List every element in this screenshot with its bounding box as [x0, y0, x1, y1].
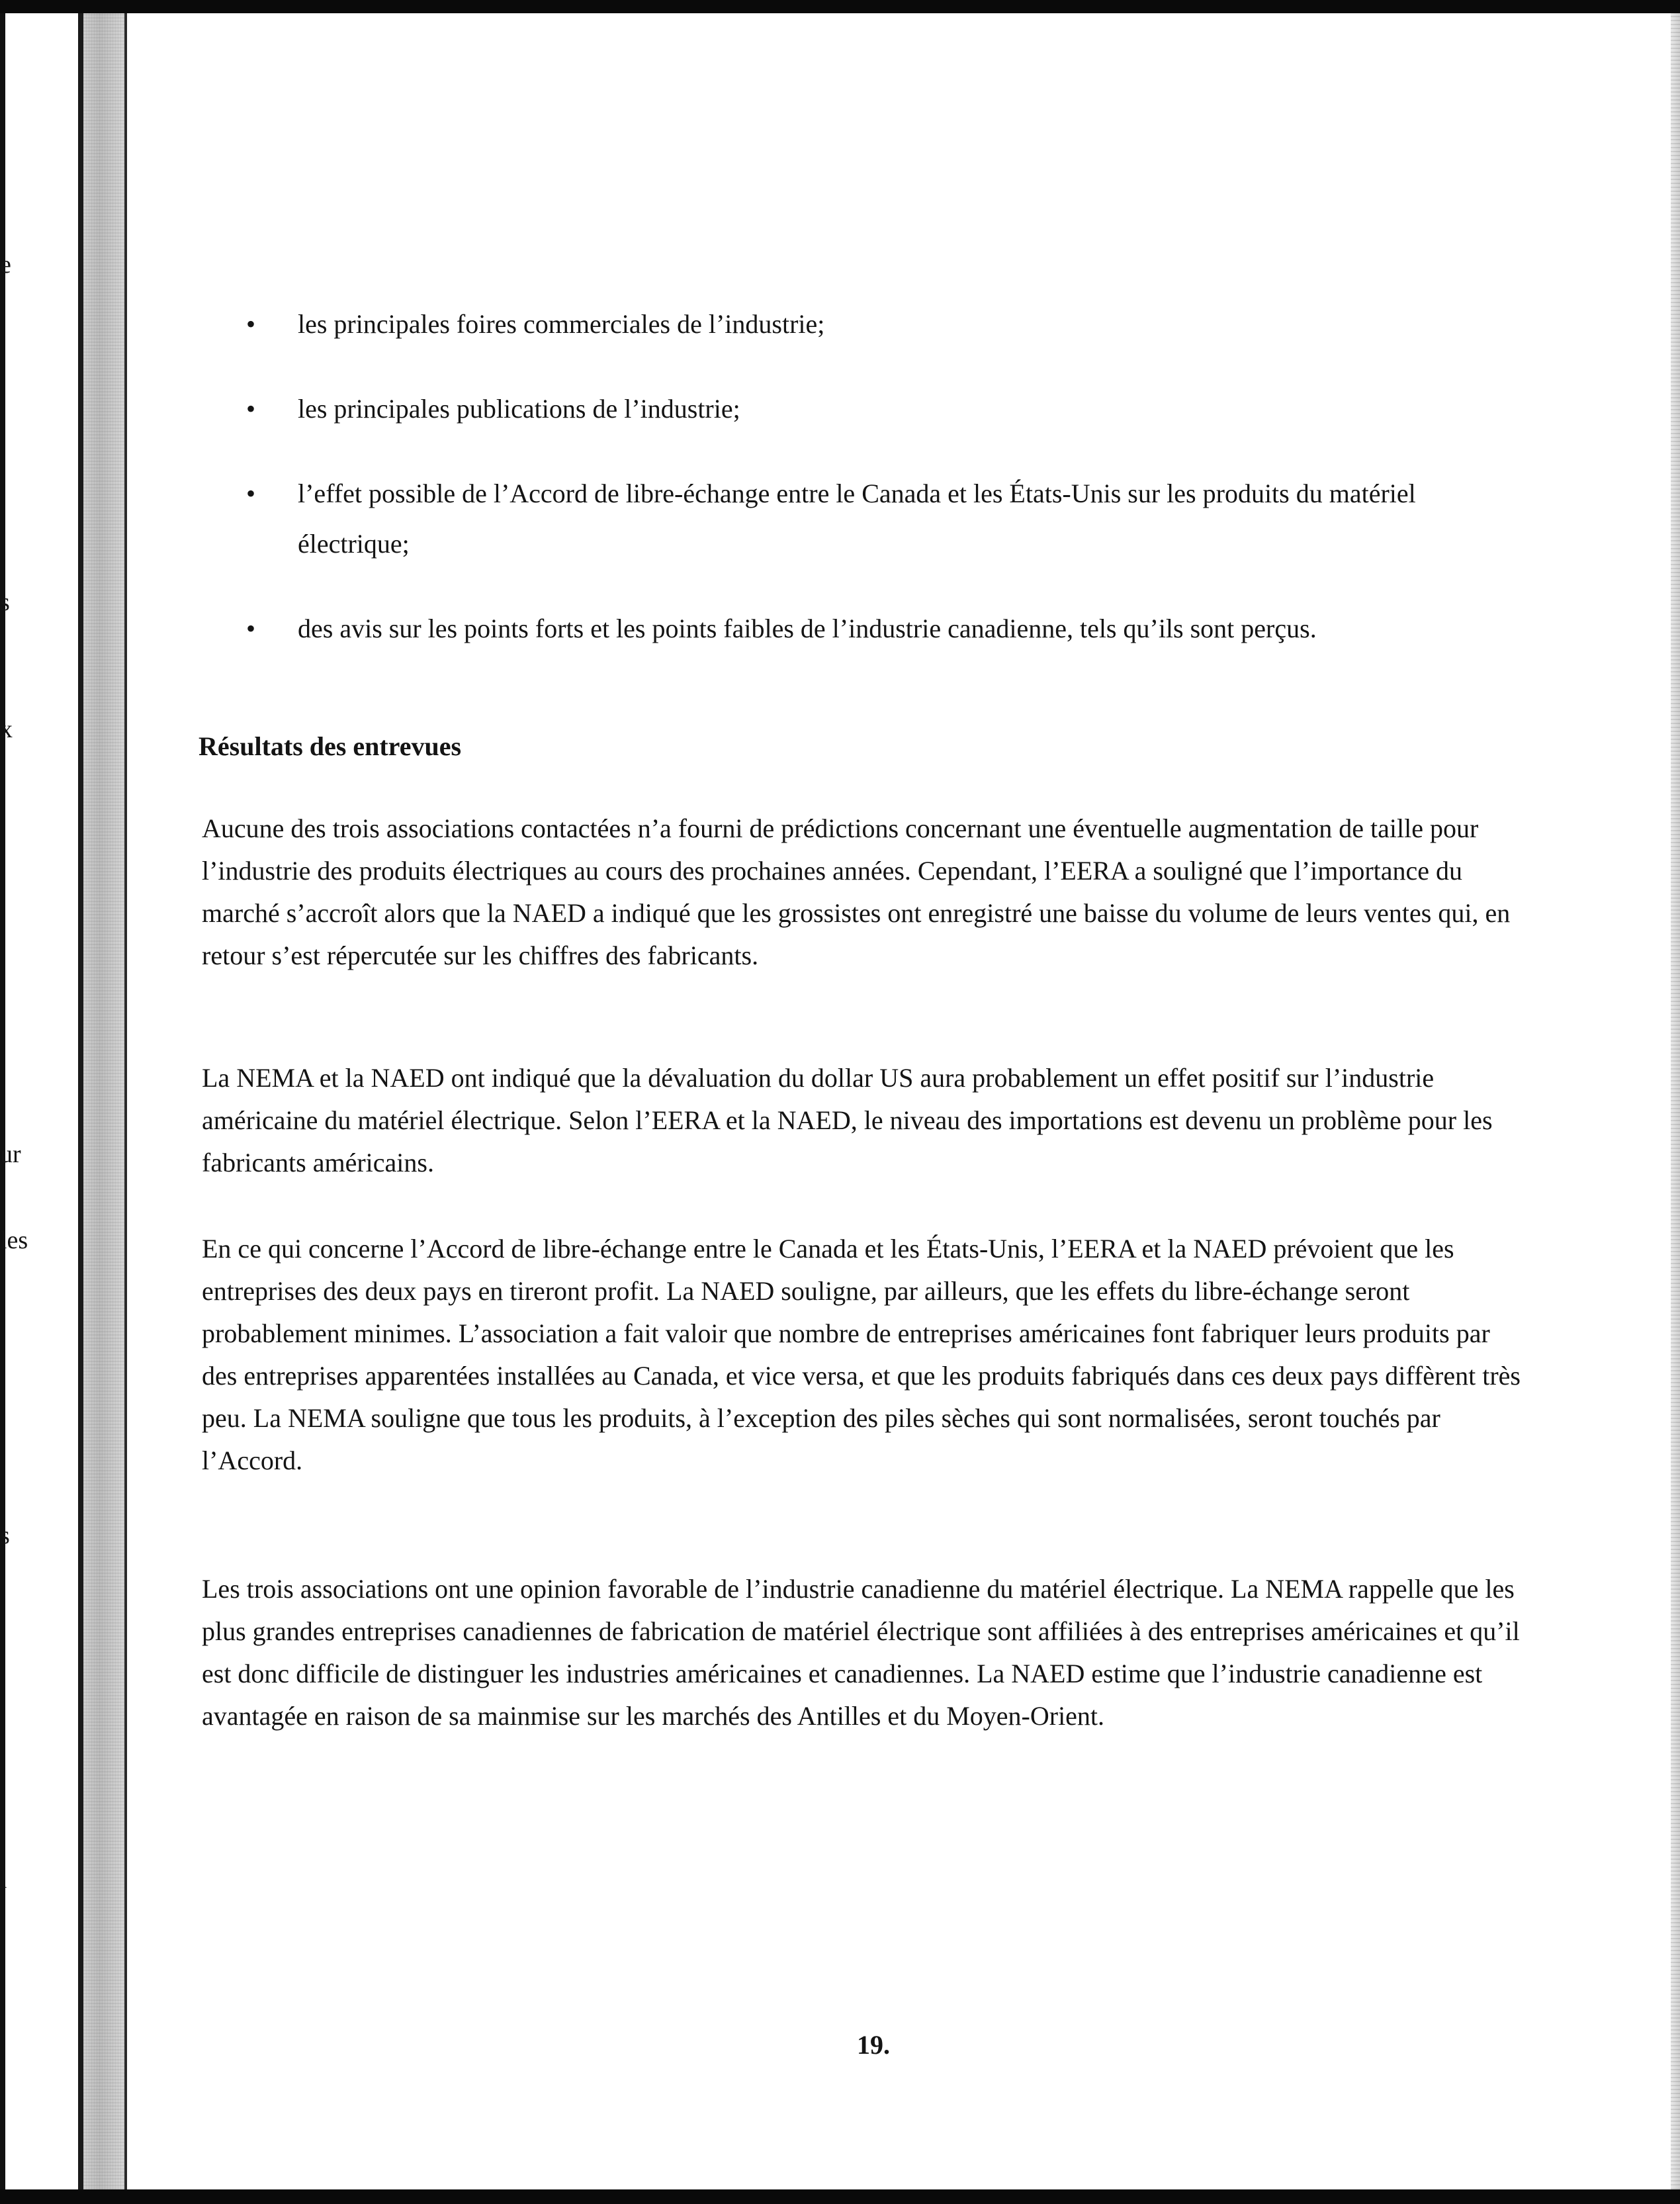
- scan-right-edge: [1671, 13, 1680, 2189]
- page-number: 19.: [857, 2030, 890, 2060]
- bullet-icon: •: [246, 614, 256, 643]
- list-item-text: les principales publications de l’industrie;: [298, 394, 740, 424]
- paragraph: Les trois associations ont une opinion favorable de l’industrie canadienne du matériel électrique. La NEMA rappelle que les plus grandes entreprises canadiennes de fabrication de matériel électrique sont affiliées à des entreprises américaines et qu’il est donc difficile de distinguer les industries américaines et canadiennes. La NAED estime que l’industrie canadienne est avantagée en raison de sa mainmise sur les marchés des Antilles et du Moyen-Orient.: [202, 1574, 1520, 1731]
- list-item: [199, 384, 1495, 434]
- edge-fragment: e: [0, 251, 11, 279]
- bullet-icon: •: [246, 479, 256, 508]
- paragraph: En ce qui concerne l’Accord de libre-échange entre le Canada et les États-Unis, l’EERA et la NAED prévoient que les entreprises des deux pays en tireront profit. La NAED souligne, par ailleurs, que les effets du libre-échange seront probablement minimes. L’association a fait valoir que nombre de entreprises américaines font fabriquer leurs produits par des entreprises apparentées installées au Canada, et vice versa, et que les produits fabriqués dans ces deux pays diffèrent très peu. La NEMA souligne que tous les produits, à l’exception des piles sèches qui sont normalisées, seront touchés par l’Accord.: [202, 1234, 1521, 1475]
- section-heading: Résultats des entrevues: [199, 731, 462, 761]
- edge-fragment: s: [0, 1522, 10, 1549]
- list-item: [199, 299, 1495, 349]
- page-edge-line: [78, 13, 83, 2191]
- list-item: [199, 469, 1495, 569]
- edge-fragment: l: [0, 1866, 7, 1894]
- edge-fragment: les: [0, 1226, 28, 1254]
- list-item-text: des avis sur les points forts et les points faibles de l’industrie canadienne, tels qu’ils sont perçus.: [298, 614, 1317, 643]
- scan-left-edge: [0, 13, 5, 2191]
- scan-bottom-border: [0, 2189, 1680, 2204]
- bullet-list: [199, 299, 1495, 688]
- paragraph: La NEMA et la NAED ont indiqué que la dévaluation du dollar US aura probablement un effet positif sur l’industrie américaine du matériel électrique. Selon l’EERA et la NAED, le niveau des importations est devenu un problème pour les fabricants américains.: [202, 1063, 1493, 1177]
- bullet-icon: •: [246, 394, 256, 424]
- edge-fragment: x: [0, 715, 13, 743]
- edge-fragment: ur: [0, 1140, 21, 1168]
- bullet-icon: •: [246, 309, 256, 339]
- binding-shadow: [83, 13, 124, 2189]
- binding-edge-line: [124, 13, 127, 2189]
- list-item-text: l’effet possible de l’Accord de libre-échange entre le Canada et les États-Unis sur les produits du matériel électrique;: [298, 479, 1416, 559]
- list-item-text: les principales foires commerciales de l’industrie;: [298, 309, 825, 339]
- scan-top-border: [0, 0, 1680, 13]
- paragraph: Aucune des trois associations contactées n’a fourni de prédictions concernant une éventuelle augmentation de taille pour l’industrie des produits électriques au cours des prochaines années. Cependant, l’EERA a souligné que l’importance du marché s’accroît alors que la NAED a indiqué que les grossistes ont enregistré une baisse du volume de leurs ventes qui, en retour s’est répercutée sur les chiffres des fabricants.: [202, 813, 1511, 970]
- previous-page-margin: [5, 13, 83, 2189]
- list-item: [199, 604, 1495, 654]
- edge-fragment: s: [0, 588, 10, 616]
